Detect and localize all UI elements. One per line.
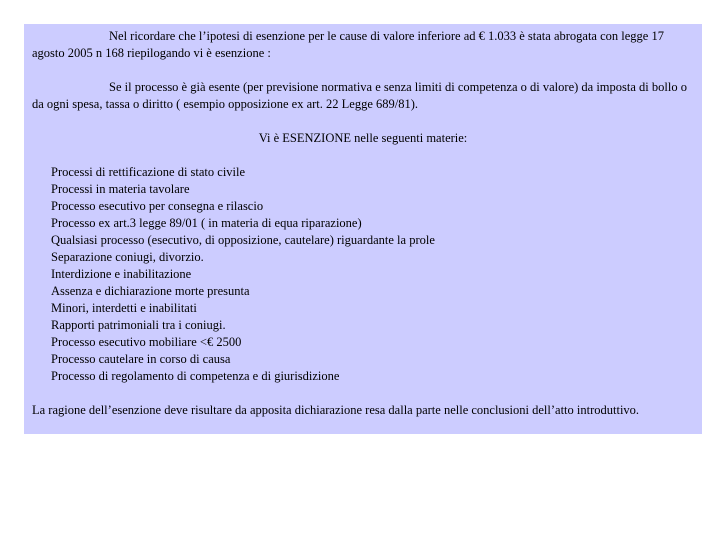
materie-heading: Vi è ESENZIONE nelle seguenti materie: [258, 131, 468, 145]
list-item: Processo cautelare in corso di causa [51, 352, 231, 366]
list-item: Qualsiasi processo (esecutivo, di opposizione, cautelare) riguardante la prole [51, 233, 435, 247]
list-item: Assenza e dichiarazione morte presunta [51, 284, 250, 298]
closing-paragraph: La ragione dell’esenzione deve risultare da apposita dichiarazione resa dalla parte nelle conclusioni dell’atto introduttivo. [32, 403, 640, 417]
content-box [24, 24, 702, 434]
list-item: Processi di rettificazione di stato civile [51, 165, 246, 179]
spacer [32, 62, 694, 79]
spacer [32, 385, 694, 402]
list-item: Separazione coniugi, divorzio. [51, 250, 204, 264]
list-item: Processo esecutivo per consegna e rilascio [51, 199, 264, 213]
exempt-paragraph: Se il processo è già esente (per previsione normativa e senza limiti di competenza o di valore) da imposta di bollo o da ogni spesa, tassa o diritto ( esempio opposizione ex art. 22 Legge 689/81). [32, 80, 687, 111]
list-item: Minori, interdetti e inabilitati [51, 301, 197, 315]
spacer [32, 113, 694, 130]
list-item: Rapporti patrimoniali tra i coniugi. [51, 318, 226, 332]
intro-paragraph: Nel ricordare che l’ipotesi di esenzione per le cause di valore inferiore ad € 1.033 è stata abrogata con legge 17 agosto 2005 n 168 riepilogando vi è esenzione : [32, 29, 664, 60]
materie-list [32, 164, 694, 385]
spacer [32, 147, 694, 164]
list-item: Processo ex art.3 legge 89/01 ( in materia di equa riparazione) [51, 216, 362, 230]
list-item: Processo esecutivo mobiliare <€ 2500 [51, 335, 242, 349]
list-item: Processo di regolamento di competenza e di giurisdizione [51, 369, 340, 383]
list-item: Interdizione e inabilitazione [51, 267, 192, 281]
list-item: Processi in materia tavolare [51, 182, 190, 196]
